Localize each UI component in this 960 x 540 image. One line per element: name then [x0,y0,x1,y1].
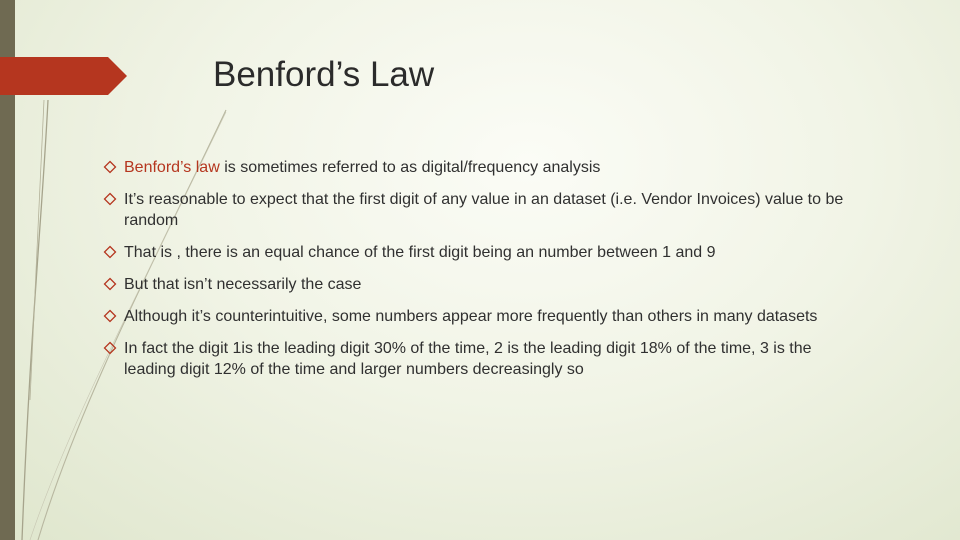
diamond-outline-icon [103,192,117,206]
diamond-outline-icon [103,160,117,174]
highlighted-term: Benford’s law [124,159,220,176]
list-item [103,274,863,295]
diamond-outline-icon [103,341,117,355]
list-item [103,157,863,178]
bullet-text: It’s reasonable to expect that the first digit of any value in an dataset (i.e. Vendor Invoices) value to be random [124,191,844,229]
list-item [103,242,863,263]
bullet-text: is sometimes referred to as digital/frequency analysis [219,159,601,176]
bullet-text: In fact the digit 1is the leading digit 30% of the time, 2 is the leading digit 18% of the time, 3 is the leading digit 12% of the time and larger numbers decreasingly so [124,340,812,378]
list-item [103,189,863,231]
list-item [103,306,863,327]
diamond-outline-icon [103,277,117,291]
slide-title: Benford’s Law [213,55,435,94]
bullet-text: But that isn’t necessarily the case [124,276,362,293]
bullet-list [103,157,863,380]
list-item [103,338,863,380]
diamond-outline-icon [103,309,117,323]
diamond-outline-icon [103,245,117,259]
title-accent-tab [0,57,127,95]
bullet-text: Although it’s counterintuitive, some numbers appear more frequently than others in many datasets [124,308,818,325]
bullet-text: That is , there is an equal chance of the first digit being an number between 1 and 9 [124,244,716,261]
